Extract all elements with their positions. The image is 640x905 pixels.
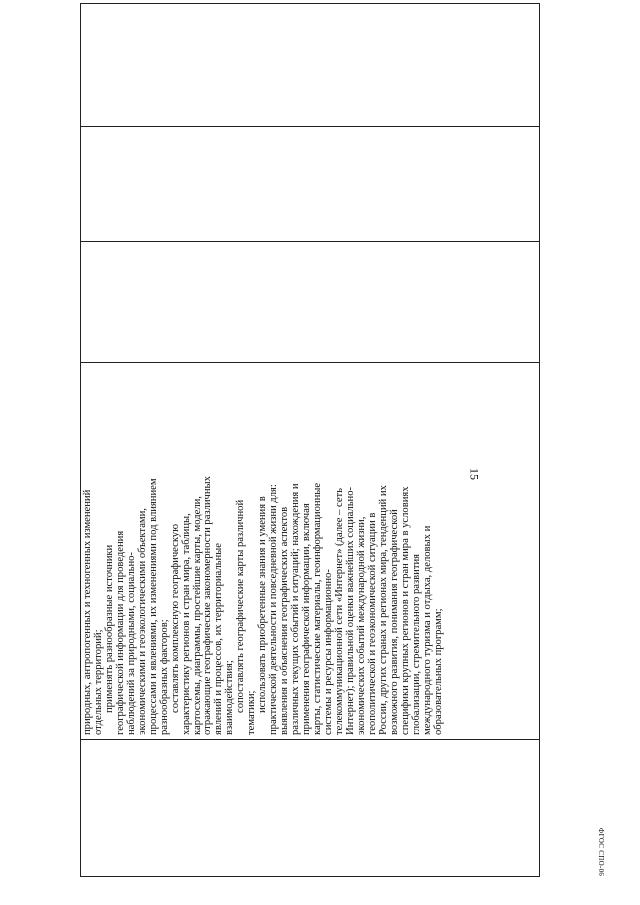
content-line: географической информации для проведения [114,530,126,735]
content-line: практической деятельности и повседневной жизни для: [268,484,280,735]
footer-code: ФГОС СПО-06 [597,827,605,877]
content-line: выявления и объяснения географических аспектов [279,506,291,735]
content-line: глобализации, стремительного развития [410,553,422,735]
content-line: природных, антропогенных и техногенных изменений [82,489,93,735]
content-line: карты, статистические материалы, геоинформационные [312,482,324,735]
content-line: международного туризма и отдыха, деловых и [421,525,433,735]
table-cell-content [81,363,540,740]
table-cell-hours-class [81,127,540,242]
content-line: отдельных территорий; [92,629,104,735]
content-line: тематики; [246,690,258,735]
content-line: сопоставлять географические карты различной [235,499,247,713]
content-line: наблюдений за природными, социально- [125,552,137,735]
rotated-table-container [80,17,540,877]
content-line: системы и ресурсы информационно- [322,569,334,735]
content-line: взаимодействия; [224,660,236,735]
content-line: экономических событий международной жизни, [355,516,367,735]
content-line: процессами и явлениями, их изменениями под влиянием [147,478,159,735]
table-cell-code [81,740,540,877]
content-line: явлений и процессов, их территориальные [213,543,225,735]
table-cell-discipline [81,4,540,127]
table-cell-hours-max [81,242,540,363]
content-line: геополитической и геоэкономической ситуации в [366,512,378,735]
content-line: России, других странах и регионах мира, тенденций их [377,485,389,735]
table-row [81,4,540,877]
content-line: разнообразных факторов; [158,619,170,735]
content-line: применения географической информации, включая [301,503,313,735]
content-line: отражающие географические закономерности различных [202,476,214,735]
content-line: различных текущих событий и ситуаций; нахождения и [290,483,302,735]
content-line: использовать приобретенные знания и умения в [257,496,269,713]
standards-table [80,3,540,877]
content-line: составлять комплексную географическую [169,523,181,713]
content-line: специфики крупных регионов и стран мира в условиях [399,486,411,735]
content-line: Интернет); правильной оценки важнейших социально- [344,486,356,735]
content-line: экономическими и геоэкологическими объектами, [136,508,148,735]
content-line: телекоммуникационной сети «Интернет» (далее – сеть [333,487,345,735]
content-line: образовательных программ; [432,608,444,735]
content-text [83,367,444,735]
content-line: возможного развития, понимания географической [388,509,400,735]
content-line: характеристику регионов и стран мира, таблицы, [180,513,192,735]
content-line: картосхемы, диаграммы, простейшие карты, модели, [191,496,203,735]
page-number: 15 [467,468,482,480]
content-line: применять разнообразные источники [103,544,115,713]
